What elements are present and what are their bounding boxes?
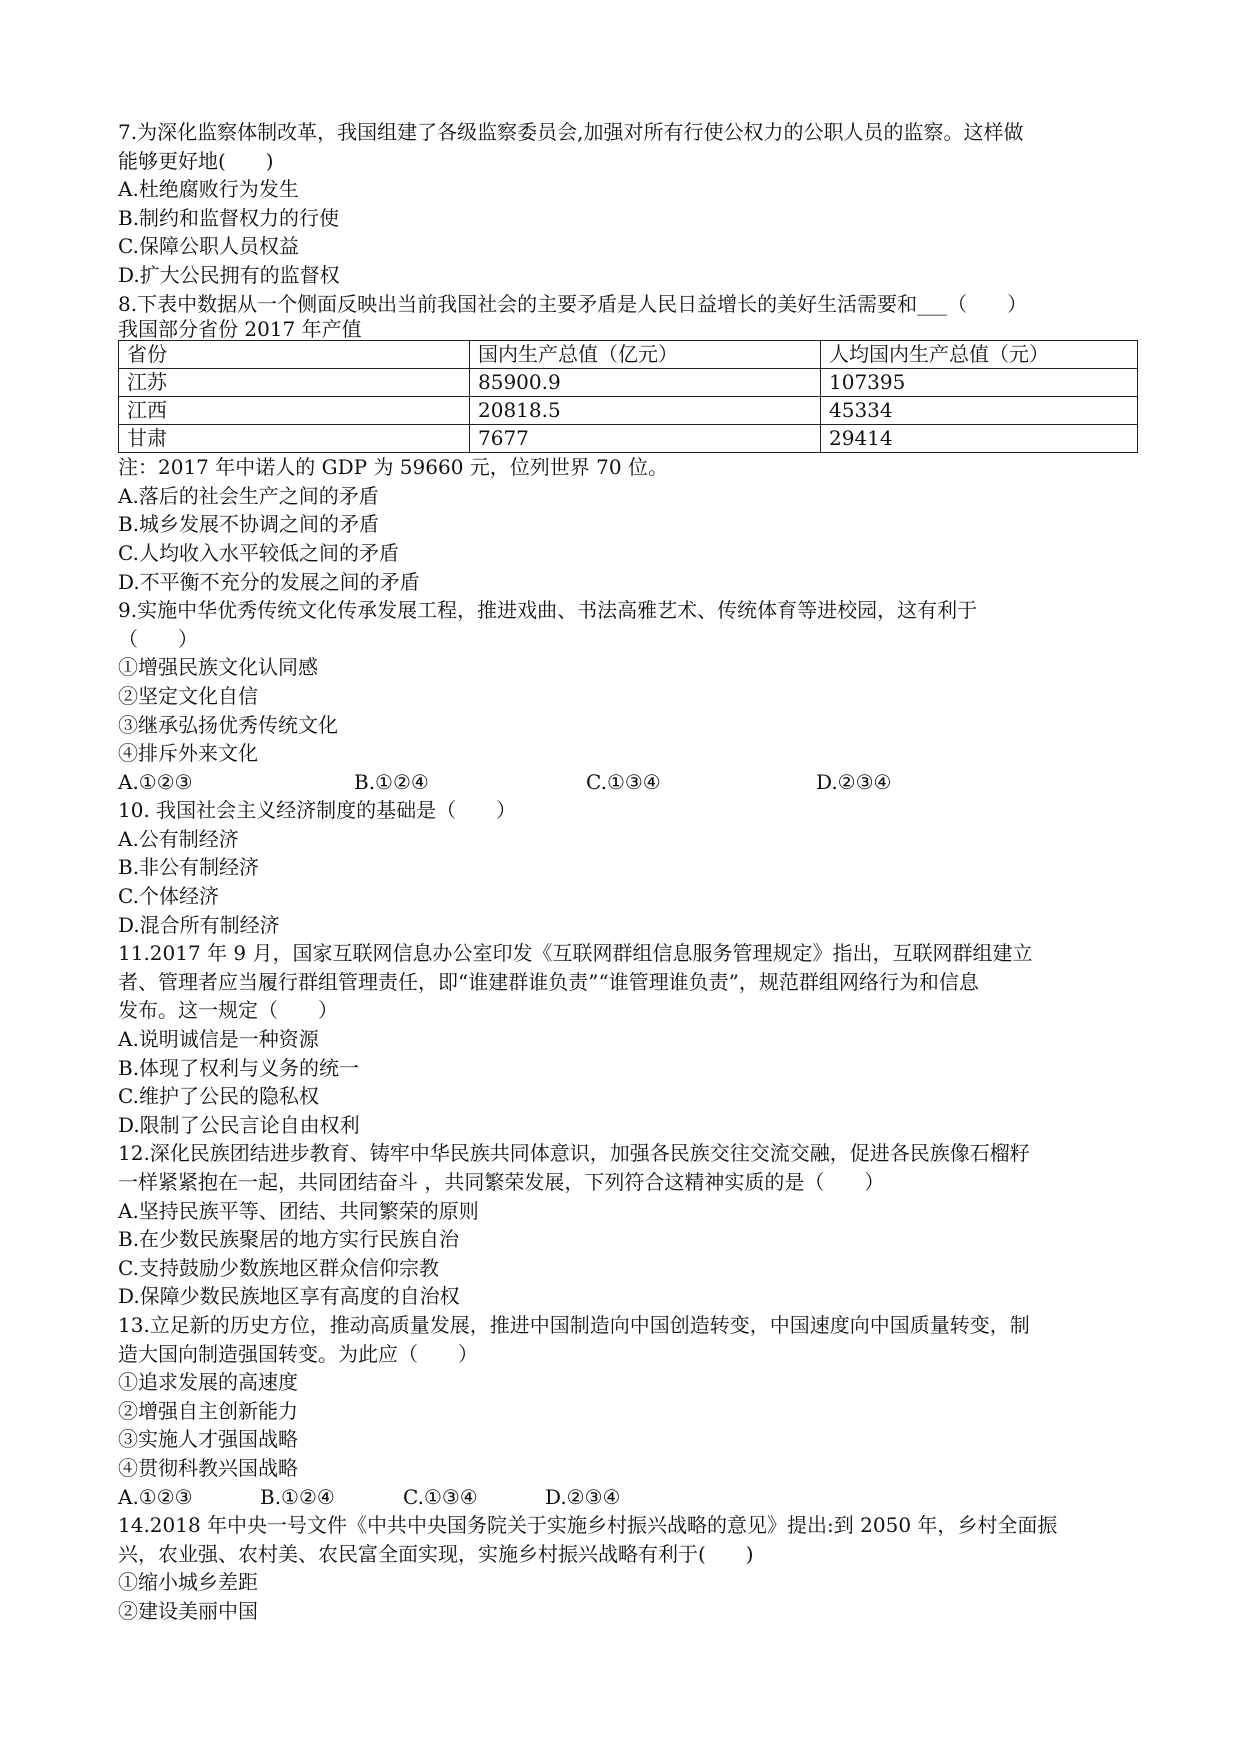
q13-item-2: ②增强自主创新能力 <box>118 1398 298 1423</box>
q14-stem-line2: 兴，农业强、农村美、农民富全面实现，实施乡村振兴战略有利于( ) <box>118 1541 754 1566</box>
q9-option-d: D.②③④ <box>816 769 892 794</box>
table-cell: 45334 <box>821 397 1138 425</box>
q10-stem: 10. 我国社会主义经济制度的基础是（ ） <box>118 798 517 823</box>
gdp-table <box>118 340 1138 453</box>
q12-option-d: D.保障少数民族地区享有高度的自治权 <box>118 1284 460 1309</box>
q12-stem-line1: 12.深化民族团结进步教育、铸牢中华民族共同体意识，加强各民族交往交流交融，促进各民族像石榴籽 <box>118 1141 1030 1166</box>
q11-stem-line3: 发布。这一规定（ ） <box>118 998 338 1023</box>
q7-option-a: A.杜绝腐败行为发生 <box>118 177 299 202</box>
q8-table-note: 注：2017 年中诺人的 GDP 为 59660 元，位列世界 70 位。 <box>118 455 668 480</box>
table-header-cell: 省份 <box>119 341 470 369</box>
q13-stem-line2: 造大国向制造强国转变。为此应（ ） <box>118 1341 478 1366</box>
table-header-cell: 人均国内生产总值（元） <box>821 341 1138 369</box>
q9-item-2: ②坚定文化自信 <box>118 683 258 708</box>
q9-option-b: B.①②④ <box>354 769 429 794</box>
q8-option-c: C.人均收入水平较低之间的矛盾 <box>118 540 399 565</box>
q7-stem-line2: 能够更好地( ) <box>118 148 274 173</box>
q13-item-3: ③实施人才强国战略 <box>118 1427 298 1452</box>
q13-option-d: D.②③④ <box>545 1484 621 1509</box>
q7-option-d: D.扩大公民拥有的监督权 <box>118 262 340 287</box>
q9-item-1: ①增强民族文化认同感 <box>118 655 318 680</box>
table-cell: 江苏 <box>119 369 470 397</box>
q9-stem-line1: 9.实施中华优秀传统文化传承发展工程，推进戏曲、书法高雅艺术、传统体育等进校园，这有利于 <box>118 598 978 623</box>
q11-option-c: C.维护了公民的隐私权 <box>118 1084 319 1109</box>
q13-item-1: ①追求发展的高速度 <box>118 1370 298 1395</box>
q9-options-row <box>118 768 1138 797</box>
table-row <box>119 369 1138 397</box>
q7-option-c: C.保障公职人员权益 <box>118 234 299 259</box>
q8-option-a: A.落后的社会生产之间的矛盾 <box>118 483 379 508</box>
q9-item-3: ③继承弘扬优秀传统文化 <box>118 712 338 737</box>
table-cell: 7677 <box>470 425 821 453</box>
q8-table-title: 我国部分省份 2017 年产值 <box>118 317 362 342</box>
q13-option-b: B.①②④ <box>260 1484 335 1509</box>
q7-option-b: B.制约和监督权力的行使 <box>118 205 340 230</box>
q11-option-b: B.体现了权利与义务的统一 <box>118 1055 360 1080</box>
q13-option-c: C.①③④ <box>403 1484 478 1509</box>
q12-option-a: A.坚持民族平等、团结、共同繁荣的原则 <box>118 1198 479 1223</box>
q12-stem-line2: 一样紧紧抱在一起，共同团结奋斗 ，共同繁荣发展，下列符合这精神实质的是（ ） <box>118 1170 885 1194</box>
table-cell: 107395 <box>821 369 1138 397</box>
q8-stem-line1: 8.下表中数据从一个侧面反映出当前我国社会的主要矛盾是人民日益增长的美好生活需要和___（ ） <box>118 291 1028 316</box>
q12-option-c: C.支持鼓励少数族地区群众信仰宗教 <box>118 1255 439 1280</box>
table-cell: 85900.9 <box>470 369 821 397</box>
table-cell: 29414 <box>821 425 1138 453</box>
q10-option-a: A.公有制经济 <box>118 826 239 851</box>
exam-page <box>118 118 1138 1626</box>
q8-option-d: D.不平衡不充分的发展之间的矛盾 <box>118 569 420 594</box>
q13-stem-line1: 13.立足新的历史方位，推动高质量发展，推进中国制造向中国创造转变，中国速度向中国质量转变，制 <box>118 1312 1030 1337</box>
q9-option-a: A.①②③ <box>118 769 193 794</box>
q13-item-4: ④贯彻科教兴国战略 <box>118 1455 298 1480</box>
q13-options-row <box>118 1483 1138 1512</box>
table-row <box>119 425 1138 453</box>
q14-item-2: ②建设美丽中国 <box>118 1598 258 1623</box>
q7-stem-line1: 7.为深化监察体制改革，我国组建了各级监察委员会,加强对所有行使公权力的公职人员的监察。这样做 <box>118 120 1024 144</box>
q10-option-c: C.个体经济 <box>118 884 219 909</box>
q11-option-d: D.限制了公民言论自由权利 <box>118 1112 360 1137</box>
q9-item-4: ④排斥外来文化 <box>118 741 258 766</box>
q12-option-b: B.在少数民族聚居的地方实行民族自治 <box>118 1227 460 1252</box>
table-header-cell: 国内生产总值（亿元） <box>470 341 821 369</box>
table-cell: 20818.5 <box>470 397 821 425</box>
q11-stem-line1: 11.2017 年 9 月，国家互联网信息办公室印发《互联网群组信息服务管理规定》指出，互联网群组建立 <box>118 941 1033 966</box>
table-header-row <box>119 341 1138 369</box>
table-row <box>119 397 1138 425</box>
q14-stem-line1: 14.2018 年中央一号文件《中共中央国务院关于实施乡村振兴战略的意见》提出:到 2050 年，乡村全面振 <box>118 1513 1058 1538</box>
q10-option-b: B.非公有制经济 <box>118 855 260 880</box>
q11-option-a: A.说明诚信是一种资源 <box>118 1027 319 1052</box>
q9-option-c: C.①③④ <box>586 769 661 794</box>
table-cell: 甘肃 <box>119 425 470 453</box>
q13-option-a: A.①②③ <box>118 1484 193 1509</box>
q9-stem-line2: （ ） <box>118 626 198 651</box>
q8-option-b: B.城乡发展不协调之间的矛盾 <box>118 512 380 537</box>
q11-stem-line2: 者、管理者应当履行群组管理责任，即“谁建群谁负责”“谁管理谁负责”，规范群组网络行为和信息 <box>118 969 979 994</box>
q14-item-1: ①缩小城乡差距 <box>118 1570 258 1595</box>
q10-option-d: D.混合所有制经济 <box>118 912 280 937</box>
table-cell: 江西 <box>119 397 470 425</box>
